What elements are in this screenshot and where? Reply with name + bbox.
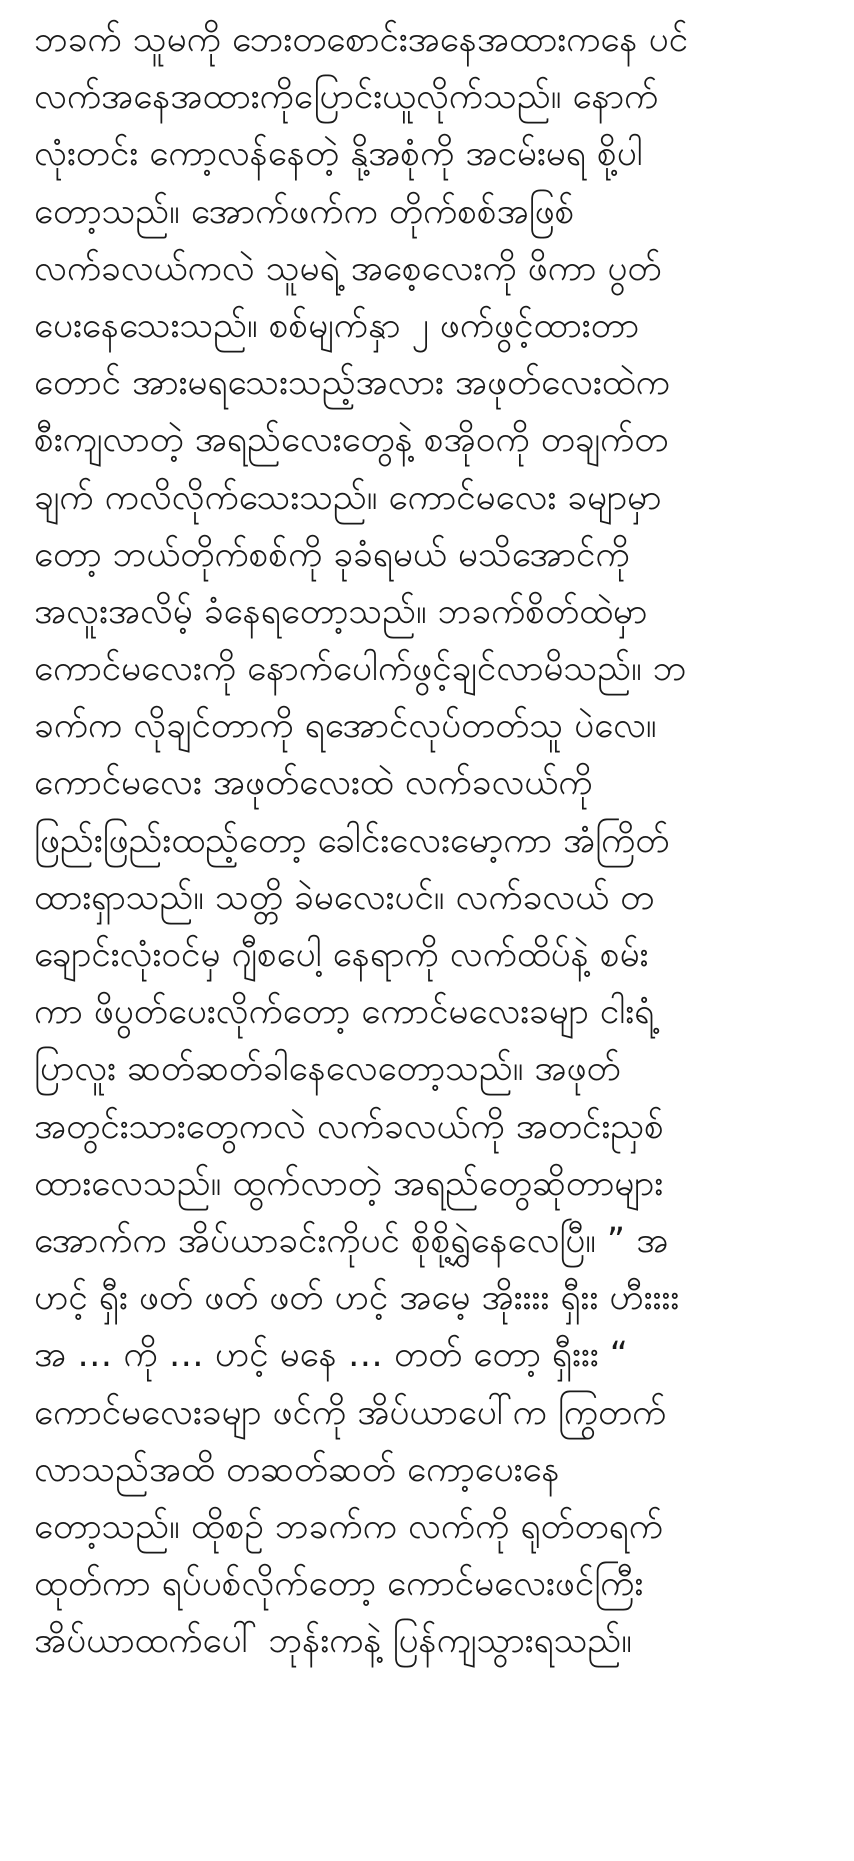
- text-line: ဘခက် သူမကို ဘေးတစောင်းအနေအထားကနေ ပင်: [34, 20, 689, 60]
- text-line: ကောင်မလေးခမျာ ဖင်ကို အိပ်ယာပေါ်က ကြွတက်: [34, 1392, 667, 1433]
- text-line: ဖြည်းဖြည်းထည့်တော့ ခေါင်းလေးမော့ကာ အံကြိတ်: [34, 820, 670, 861]
- text-line: ဟင့် ရှီး ဖတ် ဖတ် ဖတ် ဟင့် အမေ့ အိုးးးး ရှီးး ဟီးးးး: [34, 1278, 680, 1319]
- text-line: ချောင်းလုံးဝင်မှ ဂျီစပေါ့ နေရာကို လက်ထိပ်နဲ့ စမ်း: [34, 935, 649, 975]
- text-line: ပြာလူး ဆတ်ဆတ်ခါနေလေတော့သည်။ အဖုတ်: [34, 1049, 621, 1090]
- text-line: ထားရှာသည်။ သတ္တိ ခဲမလေးပင်။ လက်ခလယ် တ: [34, 877, 655, 918]
- text-line: ကောင်မလေးကို နောက်ပေါက်ဖွင့်ချင်လာမိသည်။ ဘ: [34, 649, 687, 690]
- text-line: ထားလေသည်။ ထွက်လာတဲ့ အရည်တွေဆိုတာများ: [34, 1163, 664, 1204]
- text-line: တော့ ဘယ်တိုက်စစ်ကို ခုခံရမယ် မသိအောင်ကို: [34, 534, 630, 575]
- text-line: အိပ်ယာထက်ပေါ် ဘုန်းကနဲ့ ပြန်ကျသွားရသည်။: [34, 1621, 632, 1662]
- text-line: ချက် ကလိလိုက်သေးသည်။ ကောင်မလေး ခမျာမှာ: [34, 477, 662, 518]
- text-line: လာသည်အထိ တဆတ်ဆတ် ကော့ပေးနေ: [34, 1449, 560, 1490]
- text-line: လုံးတင်း ကော့လန်နေတဲ့ နို့အစုံကို အငမ်းမရ စို့ပါ: [34, 134, 643, 175]
- text-line: အောက်က အိပ်ယာခင်းကိုပင် စိုစို့ရွှဲနေလေပြီ။ ” အ: [34, 1220, 669, 1261]
- text-line: တောင် အားမရသေးသည့်အလား အဖုတ်လေးထဲက: [34, 363, 670, 404]
- text-line: အတွင်းသားတွေကလဲ လက်ခလယ်ကို အတင်းညှစ်: [34, 1106, 664, 1147]
- text-line: တော့သည်။ ထိုစဉ် ဘခက်က လက်ကို ရုတ်တရက်: [34, 1506, 663, 1547]
- text-line: ခက်က လိုချင်တာကို ရအောင်လုပ်တတ်သူ ပဲလေ။: [34, 706, 657, 747]
- text-line: ပေးနေသေးသည်။ စစ်မျက်နှာ ၂ ဖက်ဖွင့်ထားတာ: [34, 305, 640, 346]
- text-line: ကောင်မလေး အဖုတ်လေးထဲ လက်ခလယ်ကို: [34, 763, 593, 804]
- text-line: တော့သည်။ အောက်ဖက်က တိုက်စစ်အဖြစ်: [34, 191, 575, 232]
- text-line: ကာ ဖိပွတ်ပေးလိုက်တော့ ကောင်မလေးခမျာ ငါးရံ့: [34, 992, 655, 1033]
- text-line: စီးကျလာတဲ့ အရည်လေးတွေနဲ့ စအိုဝကို တချက်တ: [34, 420, 669, 461]
- text-line: အ … ကို … ဟင့် မနေ … တတ် တော့ ရှီးးး “: [34, 1335, 628, 1376]
- text-line: အလူးအလိမ့် ခံနေရတော့သည်။ ဘခက်စိတ်ထဲမှာ: [34, 591, 648, 632]
- text-line: လက်ခလယ်ကလဲ သူမရဲ့ အစေ့လေးကို ဖိကာ ပွတ်: [34, 248, 662, 289]
- text-line: လက်အနေအထားကိုပြောင်းယူလိုက်သည်။ နောက်: [34, 77, 659, 118]
- text-line: ထုတ်ကာ ရပ်ပစ်လိုက်တော့ ကောင်မလေးဖင်ကြီး: [34, 1564, 644, 1605]
